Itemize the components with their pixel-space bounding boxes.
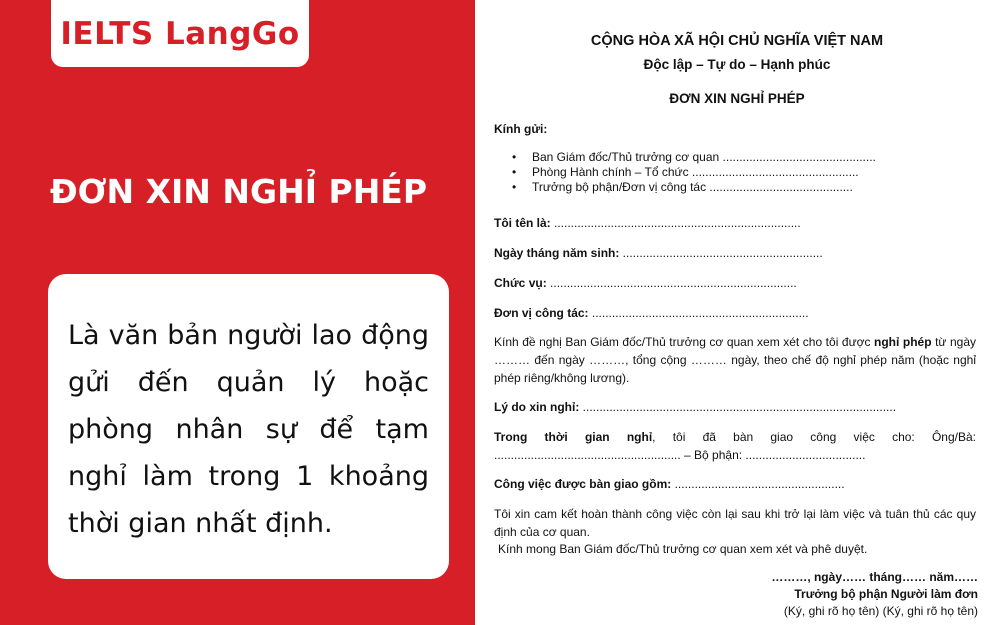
logo-text: IELTS LangGo bbox=[60, 15, 300, 52]
handover-paragraph: Trong thời gian nghỉ, tôi đã bàn giao công việc cho: Ông/Bà: ........................................................ – Bộ phận: .................................... bbox=[494, 430, 976, 462]
recipient-list bbox=[512, 150, 876, 195]
signers-line: Trưởng bộ phận Người làm đơn bbox=[794, 587, 978, 601]
recipient-item: • Trưởng bộ phận/Đơn vị công tác ........................................... bbox=[512, 180, 876, 195]
form-document bbox=[478, 0, 1000, 625]
dob-line: Ngày tháng năm sinh: ............................................................ bbox=[494, 246, 823, 260]
commitment-paragraph: Tôi xin cam kết hoàn thành công việc còn lại sau khi trở lại làm việc và tuân thủ các quy định của cơ quan. bbox=[494, 507, 976, 539]
to-label: Kính gửi: bbox=[494, 122, 548, 136]
signature-note: (Ký, ghi rõ họ tên) (Ký, ghi rõ họ tên) bbox=[783, 604, 978, 618]
logo bbox=[51, 0, 309, 67]
unit-line: Đơn vị công tác: ................................................................. bbox=[494, 306, 809, 320]
motto: Độc lập – Tự do – Hạnh phúc bbox=[643, 57, 831, 72]
left-panel bbox=[0, 0, 475, 625]
closing-paragraph: Kính mong Ban Giám đốc/Thủ trưởng cơ quan xem xét và phê duyệt. bbox=[498, 542, 868, 556]
request-paragraph: Kính đề nghị Ban Giám đốc/Thủ trưởng cơ quan xem xét cho tôi được nghỉ phép từ ngày ……… đến ngày ………, tổng cộng ……… ngày, theo chế độ nghỉ phép năm (hoặc nghỉ phép riêng/không lương). bbox=[494, 335, 977, 385]
date-line: ………, ngày…… tháng…… năm…… bbox=[771, 570, 978, 584]
definition-card bbox=[48, 274, 449, 579]
tasks-line: Công việc được bàn giao gồm: ................................................... bbox=[494, 477, 845, 491]
reason-line: Lý do xin nghỉ: .............................................................................................. bbox=[494, 400, 897, 414]
recipient-item: • Phòng Hành chính – Tổ chức .................................................. bbox=[512, 165, 876, 180]
name-line: Tôi tên là: .......................................................................... bbox=[494, 216, 801, 230]
position-line: Chức vụ: .......................................................................... bbox=[494, 276, 797, 290]
national-title: CỘNG HÒA XÃ HỘI CHỦ NGHĨA VIỆT NAM bbox=[590, 33, 884, 49]
recipient-item: • Ban Giám đốc/Thủ trưởng cơ quan .............................................. bbox=[512, 150, 876, 165]
page-title: ĐƠN XIN NGHỈ PHÉP bbox=[50, 172, 428, 211]
definition-text: Là văn bản người lao động gửi đến quản lý hoặc phòng nhân sự để tạm nghỉ làm trong 1 khoảng thời gian nhất định. bbox=[68, 320, 429, 539]
form-title: ĐƠN XIN NGHỈ PHÉP bbox=[669, 91, 805, 106]
